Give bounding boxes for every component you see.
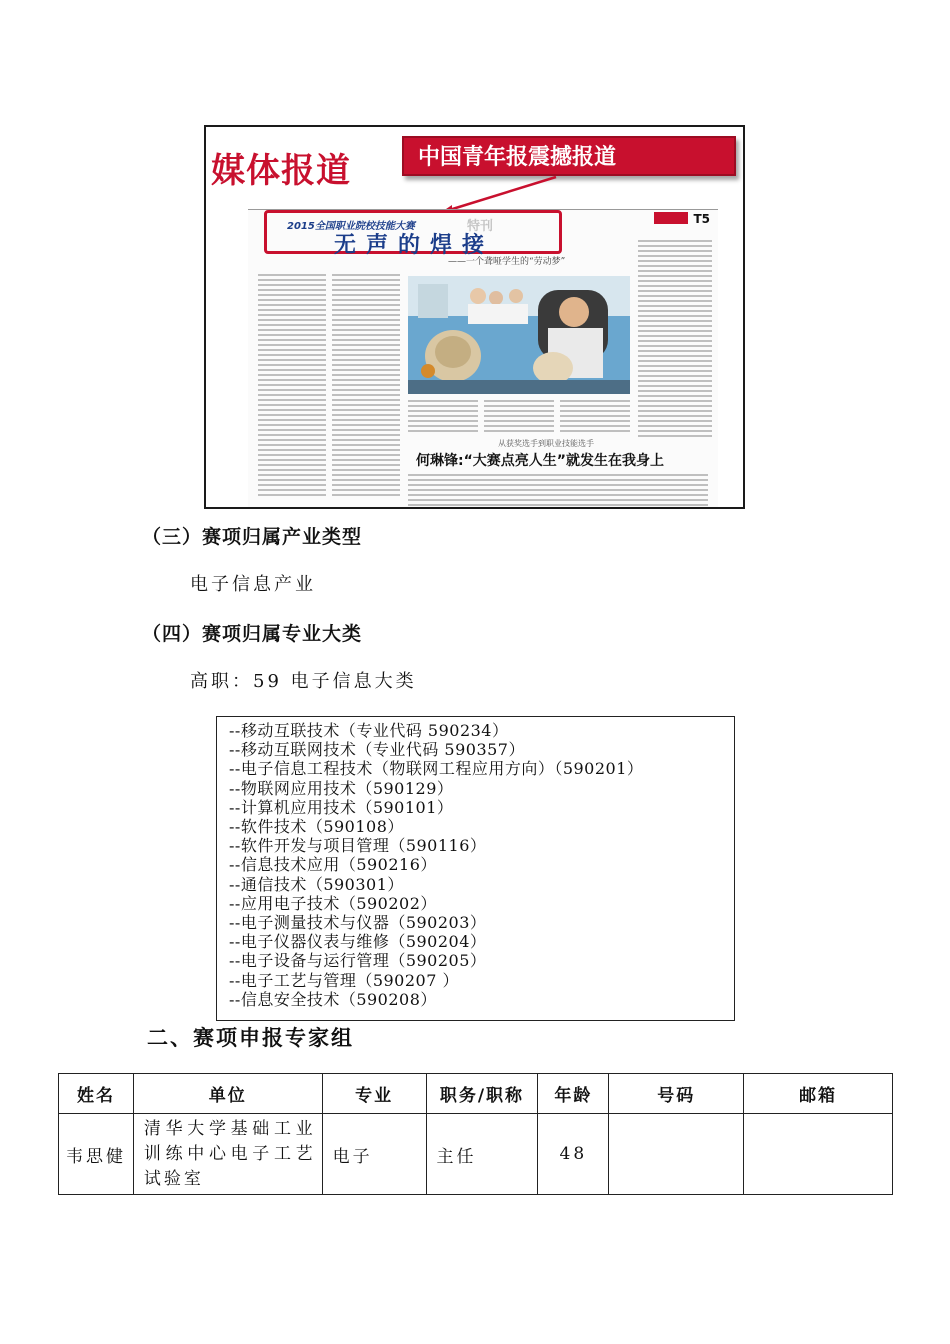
major-item: --通信技术（590301） <box>229 874 404 894</box>
text-column <box>408 400 478 435</box>
text-column <box>408 474 708 509</box>
column-header-phone: 号码 <box>609 1074 744 1114</box>
newspaper-page <box>248 209 718 509</box>
major-item: --电子设备与运行管理（590205） <box>229 951 487 971</box>
special-issue-label: 特刊 <box>467 219 494 234</box>
column-header-unit: 单位 <box>133 1074 322 1114</box>
expert-title: 主任 <box>426 1114 538 1195</box>
major-item: --应用电子技术（590202） <box>229 893 437 913</box>
second-article-headline: 何琳锋:“大赛点亮人生”就发生在我身上 <box>416 453 664 469</box>
major-category-value: 高职：59 电子信息大类 <box>190 671 417 692</box>
text-column <box>258 274 326 499</box>
expert-email <box>744 1114 893 1195</box>
text-column <box>560 400 630 435</box>
article-subhead: ——一个聋哑学生的“劳动梦” <box>448 257 566 267</box>
major-item: --电子仪器仪表与维修（590204） <box>229 932 487 952</box>
second-article-kicker: 从获奖选手到职业技能选手 <box>498 439 594 448</box>
text-column <box>332 274 400 499</box>
major-item: --信息技术应用（590216） <box>229 855 437 875</box>
expert-group-heading: 二、赛项申报专家组 <box>147 1026 354 1050</box>
expert-age: 48 <box>538 1114 609 1195</box>
column-header-title: 职务/职称 <box>426 1074 538 1114</box>
expert-table <box>58 1073 893 1195</box>
major-category-heading: （四）赛项归属专业大类 <box>142 623 363 645</box>
industry-type-value: 电子信息产业 <box>190 574 316 595</box>
major-item: --软件开发与项目管理（590116） <box>229 836 487 856</box>
majors-list-box <box>216 716 735 1021</box>
column-header-age: 年龄 <box>538 1074 609 1114</box>
table-header-row <box>59 1074 893 1114</box>
newspaper-logo <box>654 212 688 224</box>
page-number: T5 <box>693 212 710 226</box>
text-column <box>484 400 554 435</box>
major-item: --电子信息工程技术（物联网工程应用方向）（590201） <box>229 759 644 779</box>
major-item: --软件技术（590108） <box>229 817 404 837</box>
column-header-major: 专业 <box>322 1074 426 1114</box>
major-item: --电子测量技术与仪器（590203） <box>229 913 487 933</box>
china-youth-daily-banner: 中国青年报震撼报道 <box>402 136 736 176</box>
major-item: --电子工艺与管理（590207 ） <box>229 970 459 990</box>
major-item: --移动互联网技术（专业代码 590357） <box>229 740 525 760</box>
article-headline: 无声的焊接 <box>334 233 495 258</box>
major-item: --计算机应用技术（590101） <box>229 797 454 817</box>
table-row <box>59 1114 893 1195</box>
major-item: --移动互联技术（专业代码 590234） <box>229 721 509 740</box>
expert-major: 电子 <box>322 1114 426 1195</box>
expert-phone <box>609 1114 744 1195</box>
article-photo <box>408 276 630 394</box>
media-report-image <box>204 125 745 509</box>
expert-unit: 清华大学基础工业训练中心电子工艺试验室 <box>133 1114 322 1195</box>
masthead: 2015全国职业院校技能大赛 <box>287 221 415 232</box>
text-column <box>638 240 712 440</box>
industry-type-heading: （三）赛项归属产业类型 <box>142 526 363 548</box>
column-header-name: 姓名 <box>59 1074 134 1114</box>
expert-name: 韦思健 <box>59 1114 134 1195</box>
major-item: --信息安全技术（590208） <box>229 989 437 1009</box>
column-header-email: 邮箱 <box>744 1074 893 1114</box>
media-report-title: 媒体报道 <box>211 151 351 191</box>
major-item: --物联网应用技术（590129） <box>229 778 454 798</box>
